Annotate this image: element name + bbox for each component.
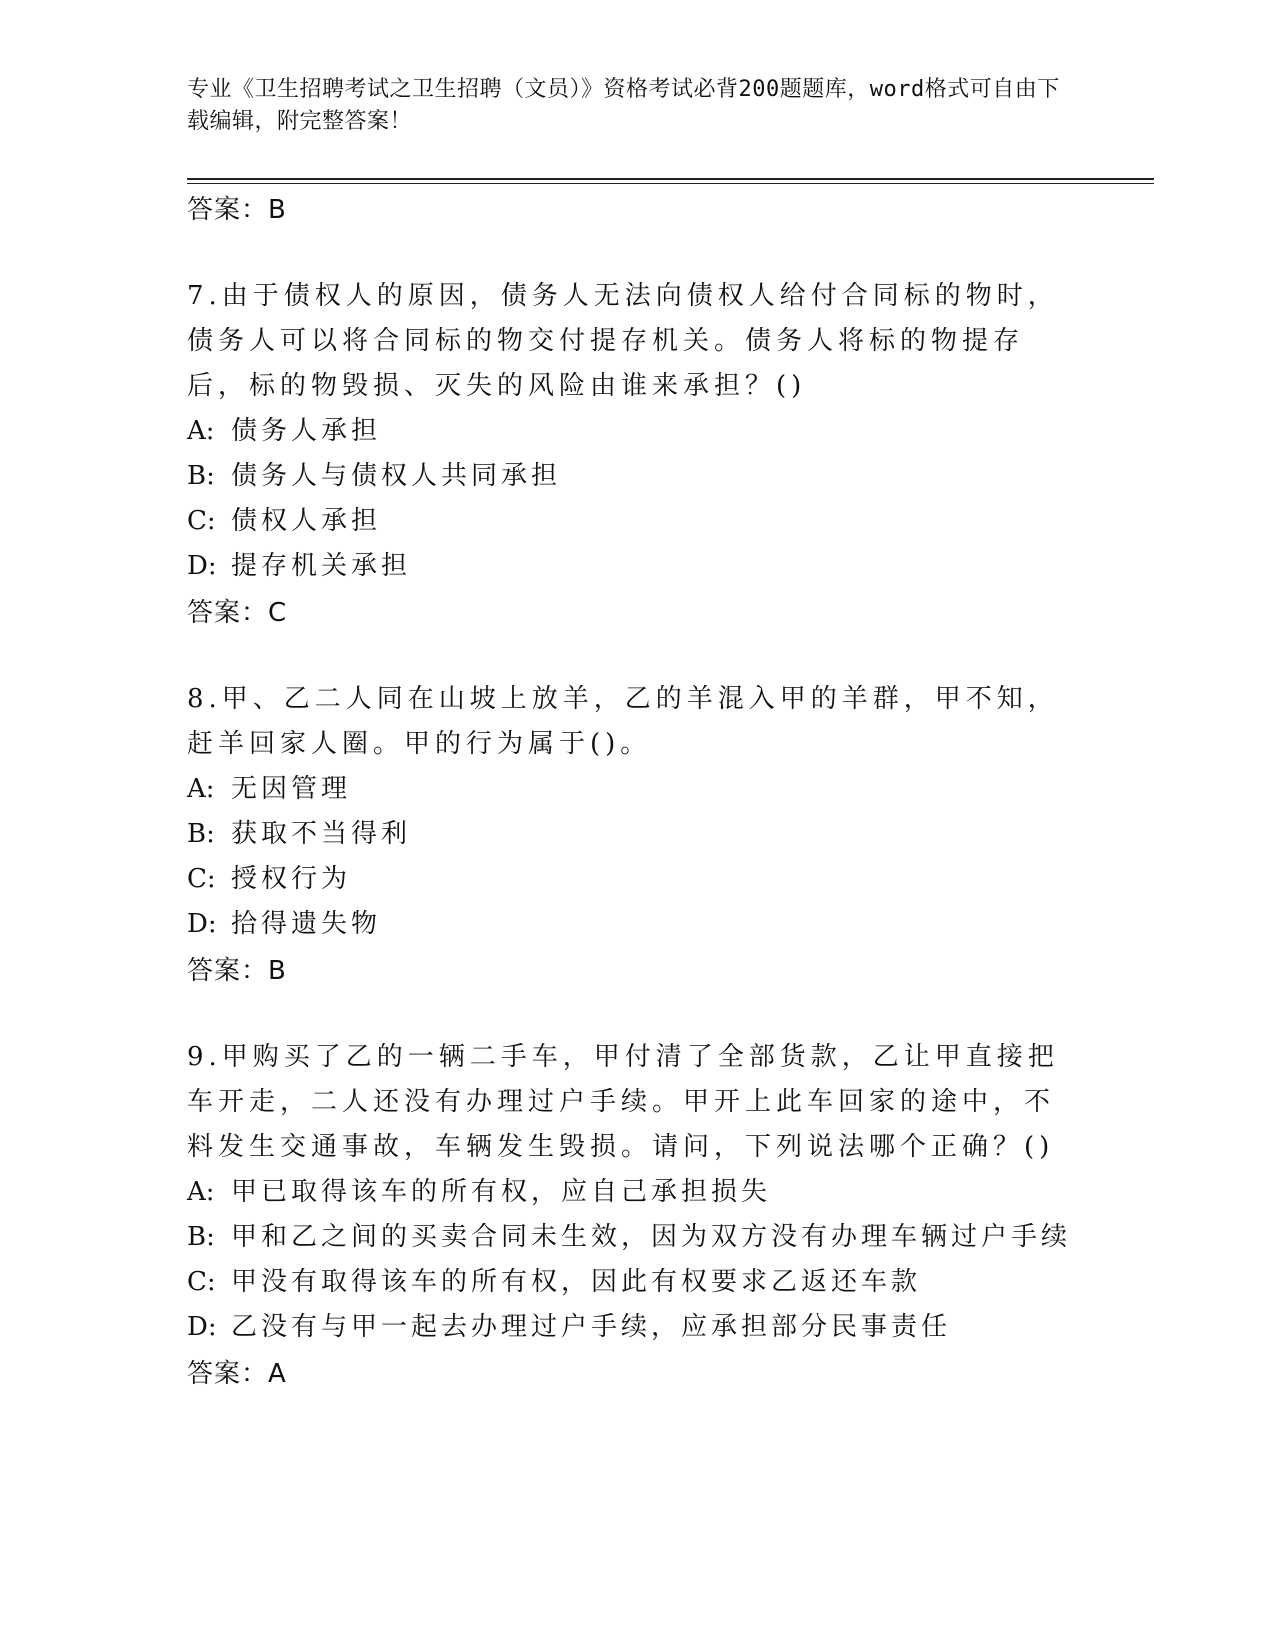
answer-line: 答案：A (187, 1359, 287, 1389)
question-7 (187, 274, 1067, 637)
option-text: 提存机关承担 (231, 551, 412, 581)
option-text: 无因管理 (231, 774, 352, 804)
option-text: 甲已取得该车的所有权，应自己承担损失 (231, 1177, 772, 1207)
option-b (187, 1215, 1072, 1260)
previous-answer: 答案：B (187, 195, 287, 225)
option-letter: D: (187, 551, 217, 581)
question-stem: 8.甲、乙二人同在山坡上放羊，乙的羊混入甲的羊群，甲不知，赶羊回家人圈。甲的行为属于()。 (187, 684, 1059, 759)
option-letter: C: (187, 506, 216, 536)
option-list (187, 767, 1067, 947)
option-text: 债务人承担 (231, 416, 382, 446)
option-letter: C: (187, 1267, 216, 1297)
option-text: 授权行为 (231, 864, 352, 894)
option-a (187, 409, 1067, 454)
option-letter: D: (187, 909, 217, 939)
header-rule-thin (187, 183, 1154, 184)
question-8 (187, 677, 1067, 995)
option-letter: C: (187, 864, 216, 894)
option-list (187, 409, 1067, 589)
option-letter: A: (187, 1177, 215, 1207)
option-b (187, 812, 1067, 857)
option-d (187, 902, 1067, 947)
question-list (187, 186, 1072, 1398)
option-a (187, 1170, 1067, 1215)
question-stem: 7.由于债权人的原因，债务人无法向债权人给付合同标的物时，债务人可以将合同标的物交付提存机关。债务人将标的物提存后，标的物毁损、灭失的风险由谁来承担？() (187, 281, 1059, 401)
option-text: 获取不当得利 (231, 819, 412, 849)
option-text: 拾得遗失物 (231, 909, 382, 939)
answer-line: 答案：C (187, 598, 288, 628)
option-a (187, 767, 1067, 812)
answer-line: 答案：B (187, 956, 287, 986)
option-letter: A: (187, 416, 215, 446)
option-text: 债权人承担 (231, 506, 382, 536)
option-c (187, 499, 1067, 544)
option-c (187, 857, 1067, 902)
option-letter: D: (187, 1312, 217, 1342)
option-text: 甲和乙之间的买卖合同未生效，因为双方没有办理车辆过户手续 (231, 1222, 1072, 1252)
option-letter: A: (187, 774, 215, 804)
option-letter: B: (187, 1222, 215, 1252)
option-b (187, 454, 1067, 499)
question-stem: 9.甲购买了乙的一辆二手车，甲付清了全部货款，乙让甲直接把车开走，二人还没有办理过户手续。甲开上此车回家的途中，不料发生交通事故，车辆发生毁损。请问，下列说法哪个正确？() (187, 1042, 1059, 1162)
question-9 (187, 1035, 1072, 1398)
header-rule-thick (187, 178, 1154, 180)
option-list (187, 1170, 1072, 1350)
option-d (187, 544, 1067, 589)
option-d (187, 1305, 1067, 1350)
option-letter: B: (187, 819, 215, 849)
option-letter: B: (187, 461, 215, 491)
option-text: 甲没有取得该车的所有权，因此有权要求乙返还车款 (231, 1267, 922, 1297)
option-c (187, 1260, 1067, 1305)
document-header: 专业《卫生招聘考试之卫生招聘（文员）》资格考试必背200题题库，word格式可自由下载编辑，附完整答案！ (187, 77, 1060, 134)
option-text: 乙没有与甲一起去办理过户手续，应承担部分民事责任 (231, 1312, 952, 1342)
option-text: 债务人与债权人共同承担 (231, 461, 562, 491)
